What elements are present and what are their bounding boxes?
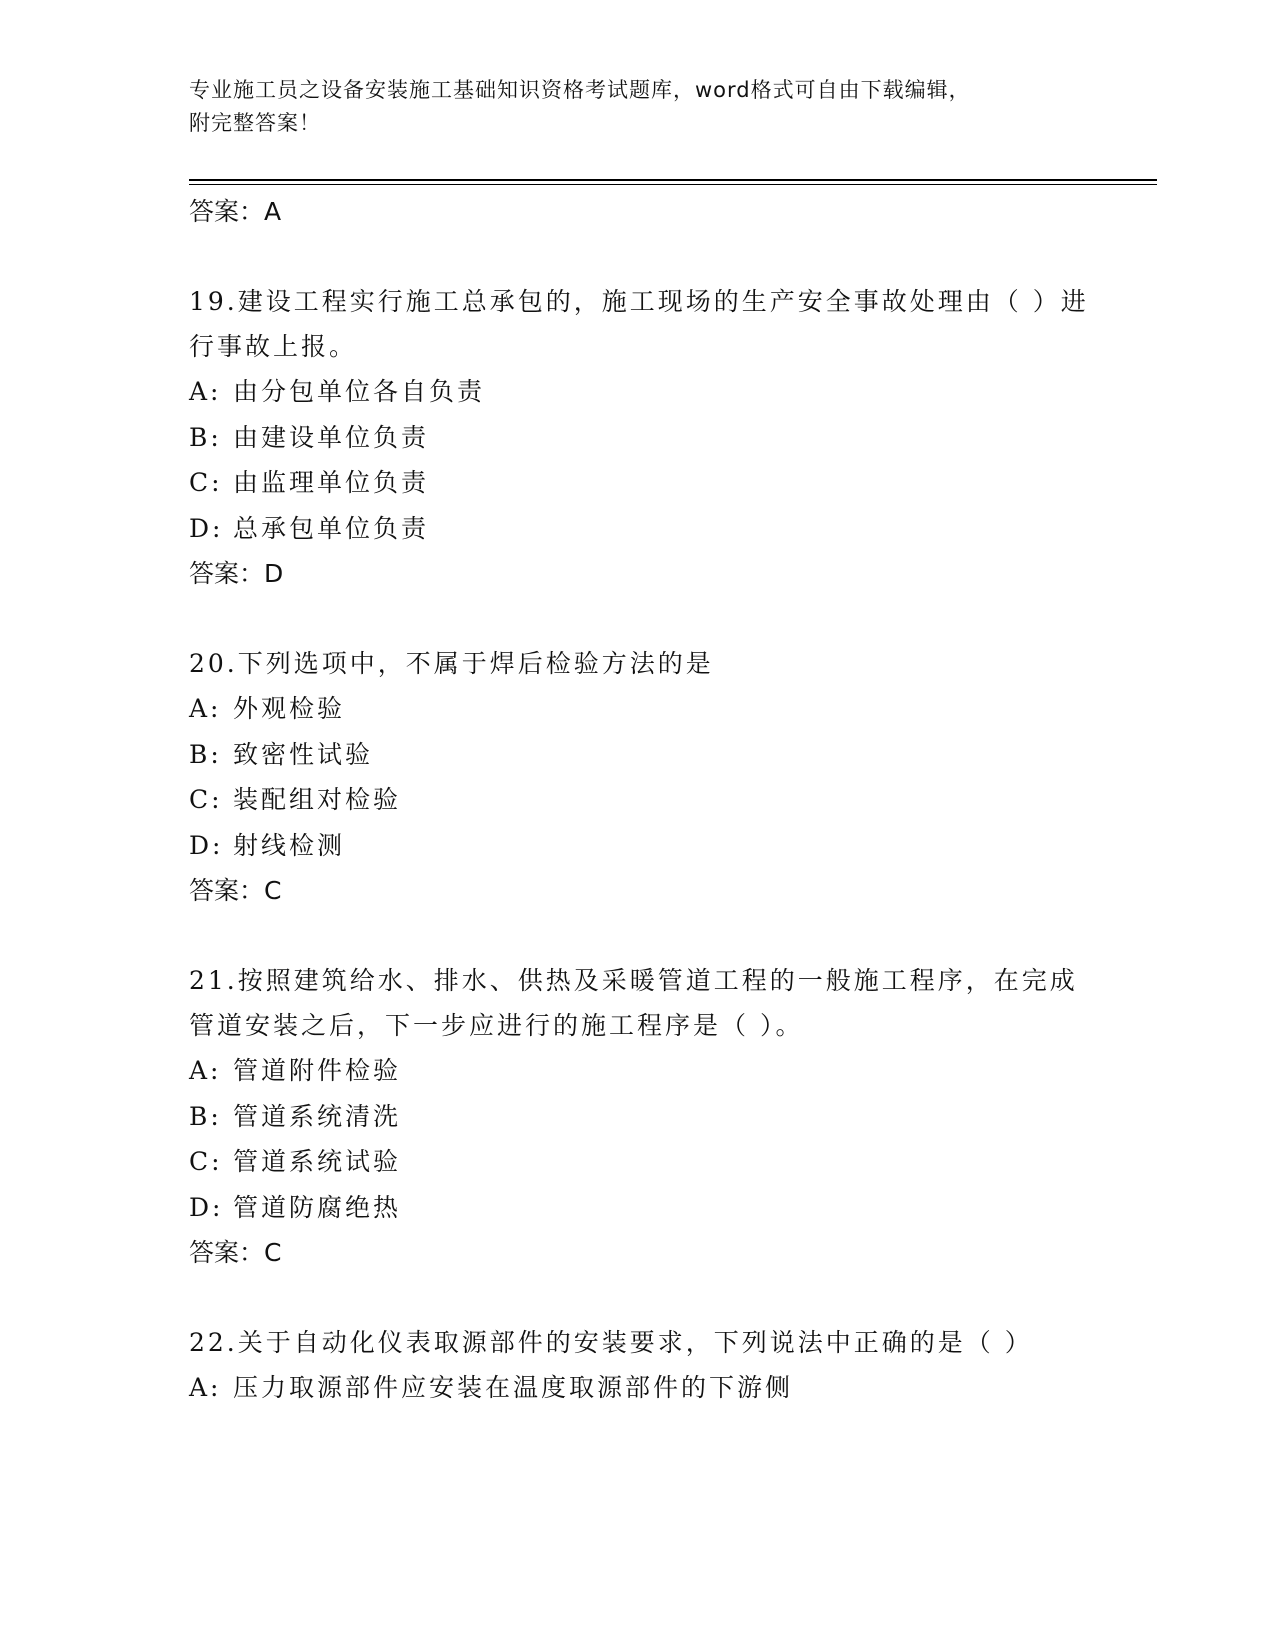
- option-key: C:: [189, 1147, 223, 1176]
- option-text: 由监理单位负责: [233, 468, 430, 497]
- option-text: 管道防腐绝热: [233, 1192, 402, 1222]
- option-item: [189, 1048, 1089, 1094]
- answer-value: C: [264, 876, 282, 905]
- option-key: D:: [189, 830, 224, 860]
- option-key: B:: [189, 1101, 222, 1131]
- question-stem: 21.按照建筑给水、排水、供热及采暖管道工程的一般施工程序，在完成管道安装之后，下一步应进行的施工程序是（ ）。: [189, 966, 1078, 1040]
- option-key: C:: [189, 468, 223, 497]
- option-text: 致密性试验: [233, 739, 374, 769]
- answer-line: [189, 189, 1089, 235]
- option-key: A:: [189, 377, 222, 406]
- option-key: C:: [189, 785, 223, 814]
- option-key: B:: [189, 739, 222, 769]
- option-item: [189, 506, 1089, 552]
- answer-value: C: [264, 1238, 282, 1267]
- header-line-2: 附完整答案！: [189, 111, 321, 135]
- question-stem: 20.下列选项中，不属于焊后检验方法的是: [189, 649, 714, 678]
- option-item: [189, 732, 1089, 778]
- option-text: 压力取源部件应安装在温度取源部件的下游侧: [233, 1373, 794, 1402]
- option-text: 装配组对检验: [233, 785, 402, 814]
- option-key: D:: [189, 1192, 224, 1222]
- option-text: 由分包单位各自负责: [233, 377, 486, 406]
- option-item: [189, 777, 1089, 823]
- answer-label: 答案：: [189, 1238, 265, 1267]
- option-item: [189, 1365, 1089, 1411]
- option-text: 由建设单位负责: [233, 422, 430, 452]
- option-key: A:: [189, 694, 222, 723]
- option-text: 外观检验: [233, 694, 346, 723]
- answer-line: [189, 551, 1089, 597]
- option-item: [189, 686, 1089, 732]
- question-stem: 19.建设工程实行施工总承包的，施工现场的生产安全事故处理由（ ）进行事故上报。: [189, 287, 1089, 361]
- option-item: [189, 1139, 1089, 1185]
- answer-label: 答案：: [189, 876, 265, 905]
- option-item: [189, 1094, 1089, 1140]
- answer-label: 答案：: [189, 559, 265, 588]
- option-item: [189, 823, 1089, 869]
- header-divider-thick: [189, 179, 1157, 181]
- option-text: 总承包单位负责: [233, 513, 430, 543]
- option-item: [189, 369, 1089, 415]
- option-item: [189, 1185, 1089, 1231]
- option-text: 管道附件检验: [233, 1056, 402, 1085]
- answer-value: D: [264, 559, 284, 588]
- answer-line: [189, 1230, 1089, 1276]
- option-text: 管道系统试验: [233, 1147, 402, 1176]
- header-line-1: 专业施工员之设备安装施工基础知识资格考试题库，word格式可自由下载编辑，: [189, 78, 971, 102]
- option-item: [189, 415, 1089, 461]
- answer-label: 答案：: [189, 197, 265, 226]
- option-key: D:: [189, 513, 224, 543]
- question-stem: 22.关于自动化仪表取源部件的安装要求，下列说法中正确的是（ ）: [189, 1328, 1033, 1357]
- option-key: B:: [189, 422, 222, 452]
- option-text: 管道系统清洗: [233, 1101, 402, 1131]
- document-header: [189, 74, 1089, 140]
- question-list: [189, 189, 1089, 1411]
- option-key: A:: [189, 1056, 222, 1085]
- answer-value: A: [264, 197, 282, 226]
- header-divider-thin: [189, 184, 1157, 185]
- option-key: A:: [189, 1373, 222, 1402]
- option-item: [189, 460, 1089, 506]
- option-text: 射线检测: [233, 830, 346, 860]
- answer-line: [189, 868, 1089, 914]
